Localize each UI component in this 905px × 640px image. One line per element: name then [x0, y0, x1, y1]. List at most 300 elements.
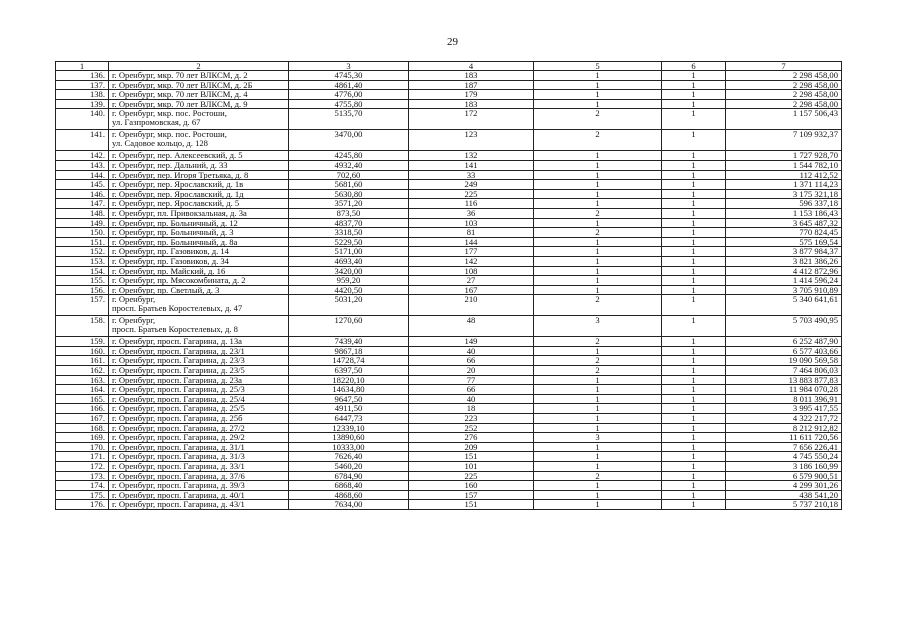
row-number: 173. [56, 471, 109, 481]
count-cell: 3 [534, 433, 662, 443]
row-number: 142. [56, 151, 109, 161]
row-number: 137. [56, 80, 109, 90]
count-cell: 1 [662, 90, 726, 100]
count-cell: 1 [534, 285, 662, 295]
row-number: 158. [56, 316, 109, 337]
count-cell: 1 [662, 442, 726, 452]
table-row [56, 285, 842, 295]
apartments-cell: 149 [409, 337, 534, 347]
count-cell: 1 [662, 218, 726, 228]
row-number: 152. [56, 247, 109, 257]
row-number: 155. [56, 276, 109, 286]
count-cell: 1 [534, 199, 662, 209]
row-number: 162. [56, 366, 109, 376]
address-cell [109, 109, 289, 130]
address-line: г. Оренбург, пр. Больничный, д. 12 [112, 218, 238, 228]
table-row [56, 151, 842, 161]
area-cell: 7439,40 [289, 337, 409, 347]
address-cell [109, 247, 289, 257]
table-row [56, 295, 842, 316]
address-line: г. Оренбург, просп. Гагарина, д. 31/1 [112, 442, 245, 452]
address-cell [109, 170, 289, 180]
count-cell: 1 [662, 109, 726, 130]
apartments-cell: 160 [409, 481, 534, 491]
address-cell [109, 356, 289, 366]
count-cell: 1 [534, 247, 662, 257]
apartments-cell: 116 [409, 199, 534, 209]
table-row [56, 394, 842, 404]
count-cell: 1 [662, 394, 726, 404]
table-row [56, 218, 842, 228]
table-row [56, 266, 842, 276]
count-cell: 1 [534, 237, 662, 247]
count-cell: 1 [662, 170, 726, 180]
count-cell: 1 [534, 256, 662, 266]
address-cell [109, 394, 289, 404]
row-number: 140. [56, 109, 109, 130]
row-number: 172. [56, 462, 109, 472]
area-cell: 4693,40 [289, 256, 409, 266]
cost-cell: 3 645 487,32 [726, 218, 842, 228]
row-number: 176. [56, 500, 109, 510]
cost-cell: 1 157 506,43 [726, 109, 842, 130]
address-line: просп. Братьев Коростелевых, д. 8 [112, 323, 238, 334]
address-cell [109, 337, 289, 347]
count-cell: 1 [662, 256, 726, 266]
address-cell [109, 462, 289, 472]
table-row [56, 366, 842, 376]
table-row [56, 189, 842, 199]
table-row [56, 414, 842, 424]
area-cell: 5171,00 [289, 247, 409, 257]
cost-cell: 11 984 070,28 [726, 385, 842, 395]
table-row [56, 442, 842, 452]
row-number: 143. [56, 160, 109, 170]
address-cell [109, 295, 289, 316]
count-cell: 2 [534, 356, 662, 366]
area-cell: 4861,40 [289, 80, 409, 90]
cost-cell: 6 252 487,90 [726, 337, 842, 347]
address-line: г. Оренбург, просп. Гагарина, д. 23/1 [112, 346, 245, 356]
count-cell: 1 [534, 375, 662, 385]
cost-cell: 13 883 877,83 [726, 375, 842, 385]
column-header: 6 [662, 62, 726, 71]
count-cell: 1 [534, 218, 662, 228]
cost-cell: 4 322 217,72 [726, 414, 842, 424]
apartments-cell: 225 [409, 471, 534, 481]
table-row [56, 375, 842, 385]
area-cell: 6868,40 [289, 481, 409, 491]
row-number: 144. [56, 170, 109, 180]
address-cell [109, 471, 289, 481]
registry-table [55, 61, 842, 510]
cost-cell: 1 414 596,24 [726, 276, 842, 286]
address-line: г. Оренбург, просп. Гагарина, д. 25/3 [112, 384, 245, 395]
apartments-cell: 210 [409, 295, 534, 316]
table-row [56, 490, 842, 500]
row-number: 169. [56, 433, 109, 443]
area-cell: 9867,18 [289, 346, 409, 356]
count-cell: 1 [662, 385, 726, 395]
apartments-cell: 209 [409, 442, 534, 452]
area-cell: 10333,00 [289, 442, 409, 452]
area-cell: 7634,00 [289, 500, 409, 510]
apartments-cell: 66 [409, 385, 534, 395]
row-number: 139. [56, 99, 109, 109]
cost-cell: 4 412 872,96 [726, 266, 842, 276]
count-cell: 1 [662, 130, 726, 151]
area-cell: 5630,80 [289, 189, 409, 199]
table-row [56, 228, 842, 238]
address-line: г. Оренбург, просп. Гагарина, д. 29/2 [112, 432, 245, 443]
area-cell: 14634,80 [289, 385, 409, 395]
table-row [56, 170, 842, 180]
address-cell [109, 160, 289, 170]
apartments-cell: 101 [409, 462, 534, 472]
count-cell: 1 [662, 180, 726, 190]
count-cell: 1 [662, 151, 726, 161]
address-cell [109, 442, 289, 452]
cost-cell: 2 298 458,00 [726, 99, 842, 109]
apartments-cell: 179 [409, 90, 534, 100]
apartments-cell: 66 [409, 356, 534, 366]
row-number: 154. [56, 266, 109, 276]
table-header [56, 62, 842, 71]
count-cell: 2 [534, 208, 662, 218]
count-cell: 1 [662, 160, 726, 170]
count-cell: 1 [662, 276, 726, 286]
count-cell: 2 [534, 337, 662, 347]
address-cell [109, 189, 289, 199]
cost-cell: 19 090 569,58 [726, 356, 842, 366]
area-cell: 959,20 [289, 276, 409, 286]
address-line: г. Оренбург, пер. Ярославский, д. 1в [112, 179, 244, 190]
table-row [56, 199, 842, 209]
area-cell: 12339,10 [289, 423, 409, 433]
address-cell [109, 218, 289, 228]
row-number: 157. [56, 295, 109, 316]
cost-cell: 4 299 301,26 [726, 481, 842, 491]
row-number: 136. [56, 71, 109, 81]
row-number: 170. [56, 442, 109, 452]
count-cell: 1 [534, 404, 662, 414]
address-cell [109, 237, 289, 247]
count-cell: 1 [534, 266, 662, 276]
count-cell: 1 [662, 375, 726, 385]
cost-cell: 3 705 910,89 [726, 285, 842, 295]
address-cell [109, 433, 289, 443]
table-row [56, 471, 842, 481]
apartments-cell: 142 [409, 256, 534, 266]
apartments-cell: 249 [409, 180, 534, 190]
table-row [56, 346, 842, 356]
address-cell [109, 385, 289, 395]
area-cell: 5031,20 [289, 295, 409, 316]
apartments-cell: 18 [409, 404, 534, 414]
area-cell: 4745,30 [289, 71, 409, 81]
address-line: г. Оренбург, пр. Газовиков, д. 34 [112, 256, 229, 266]
address-line: г. Оренбург, просп. Гагарина, д. 40/1 [112, 490, 245, 500]
count-cell: 1 [662, 404, 726, 414]
address-cell [109, 404, 289, 414]
count-cell: 1 [534, 189, 662, 199]
table-row [56, 356, 842, 366]
count-cell: 1 [662, 366, 726, 376]
count-cell: 1 [662, 337, 726, 347]
address-line: г. Оренбург, пер. Ярославский, д. 1д [112, 189, 244, 199]
table-row [56, 316, 842, 337]
count-cell: 1 [534, 90, 662, 100]
area-cell: 3318,50 [289, 228, 409, 238]
apartments-cell: 48 [409, 316, 534, 337]
count-cell: 1 [662, 490, 726, 500]
count-cell: 1 [662, 266, 726, 276]
cost-cell: 7 656 226,41 [726, 442, 842, 452]
row-number: 171. [56, 452, 109, 462]
count-cell: 1 [662, 285, 726, 295]
count-cell: 1 [662, 237, 726, 247]
area-cell: 5229,50 [289, 237, 409, 247]
cost-cell: 8 212 912,82 [726, 423, 842, 433]
address-cell [109, 414, 289, 424]
cost-cell: 438 541,20 [726, 490, 842, 500]
apartments-cell: 172 [409, 109, 534, 130]
count-cell: 1 [662, 247, 726, 257]
address-cell [109, 490, 289, 500]
count-cell: 1 [534, 500, 662, 510]
table-body [56, 71, 842, 510]
count-cell: 1 [534, 490, 662, 500]
count-cell: 1 [662, 423, 726, 433]
count-cell: 1 [534, 423, 662, 433]
row-number: 148. [56, 208, 109, 218]
apartments-cell: 177 [409, 247, 534, 257]
row-number: 147. [56, 199, 109, 209]
apartments-cell: 252 [409, 423, 534, 433]
column-header: 1 [56, 62, 109, 71]
address-line: г. Оренбург, пер. Ярославский, д. 5 [112, 198, 240, 209]
count-cell: 1 [534, 385, 662, 395]
area-cell: 4911,50 [289, 404, 409, 414]
address-cell [109, 452, 289, 462]
address-line: г. Оренбург, [112, 315, 156, 326]
count-cell: 1 [534, 99, 662, 109]
address-line: г. Оренбург, пер. Алексеевский, д. 5 [112, 150, 243, 161]
area-cell: 5135,70 [289, 109, 409, 130]
address-line: г. Оренбург, мкр. 70 лет ВЛКСМ, д. 2 [112, 70, 248, 80]
row-number: 166. [56, 404, 109, 414]
apartments-cell: 77 [409, 375, 534, 385]
apartments-cell: 276 [409, 433, 534, 443]
address-line: г. Оренбург, пр. Больничный, д. 3 [112, 227, 234, 238]
count-cell: 1 [534, 180, 662, 190]
table-row [56, 80, 842, 90]
apartments-cell: 108 [409, 266, 534, 276]
cost-cell: 6 577 403,66 [726, 346, 842, 356]
address-line: г. Оренбург, просп. Гагарина, д. 39/3 [112, 480, 245, 491]
count-cell: 1 [534, 452, 662, 462]
address-line: ул. Газпромовская, д. 67 [112, 116, 201, 127]
table-row [56, 180, 842, 190]
cost-cell: 5 703 490,95 [726, 316, 842, 337]
row-number: 153. [56, 256, 109, 266]
address-line: г. Оренбург, мкр. пос. Ростоши, [112, 129, 227, 140]
table-row [56, 404, 842, 414]
count-cell: 1 [534, 276, 662, 286]
address-cell [109, 500, 289, 510]
address-cell [109, 375, 289, 385]
count-cell: 1 [662, 356, 726, 366]
page-number: 29 [447, 36, 458, 48]
cost-cell: 3 821 386,26 [726, 256, 842, 266]
count-cell: 1 [662, 208, 726, 218]
table-row [56, 90, 842, 100]
cost-cell: 3 877 984,37 [726, 247, 842, 257]
address-cell [109, 199, 289, 209]
address-cell [109, 346, 289, 356]
count-cell: 1 [534, 170, 662, 180]
cost-cell: 5 737 210,18 [726, 500, 842, 510]
count-cell: 1 [662, 433, 726, 443]
row-number: 165. [56, 394, 109, 404]
count-cell: 1 [662, 99, 726, 109]
cost-cell: 3 175 321,18 [726, 189, 842, 199]
address-cell [109, 423, 289, 433]
apartments-cell: 132 [409, 151, 534, 161]
address-line: просп. Братьев Коростелевых, д. 47 [112, 302, 243, 313]
column-header: 4 [409, 62, 534, 71]
count-cell: 2 [534, 109, 662, 130]
address-line: г. Оренбург, пер. Дальний, д. 33 [112, 160, 228, 170]
address-cell [109, 256, 289, 266]
address-cell [109, 481, 289, 491]
address-cell [109, 151, 289, 161]
address-cell [109, 90, 289, 100]
address-line: г. Оренбург, просп. Гагарина, д. 33/1 [112, 461, 245, 471]
area-cell: 6447,73 [289, 414, 409, 424]
address-cell [109, 208, 289, 218]
address-line: г. Оренбург, мкр. 70 лет ВЛКСМ, д. 4 [112, 89, 248, 100]
address-line: г. Оренбург, мкр. 70 лет ВЛКСМ, д. 2Б [112, 80, 253, 90]
row-number: 146. [56, 189, 109, 199]
row-number: 175. [56, 490, 109, 500]
address-line: ул. Садовое кольцо, д. 128 [112, 137, 208, 148]
address-line: г. Оренбург, просп. Гагарина, д. 25б [112, 413, 243, 424]
area-cell: 4932,40 [289, 160, 409, 170]
area-cell: 4776,00 [289, 90, 409, 100]
address-line: г. Оренбург, просп. Гагарина, д. 31/3 [112, 451, 245, 462]
area-cell: 6784,90 [289, 471, 409, 481]
count-cell: 1 [662, 481, 726, 491]
cost-cell: 1 727 928,70 [726, 151, 842, 161]
cost-cell: 2 298 458,00 [726, 90, 842, 100]
row-number: 141. [56, 130, 109, 151]
area-cell: 4245,80 [289, 151, 409, 161]
count-cell: 1 [534, 160, 662, 170]
count-cell: 1 [662, 228, 726, 238]
count-cell: 1 [534, 442, 662, 452]
area-cell: 6397,50 [289, 366, 409, 376]
count-cell: 2 [534, 366, 662, 376]
area-cell: 702,60 [289, 170, 409, 180]
area-cell: 13890,60 [289, 433, 409, 443]
address-line: г. Оренбург, пр. Мясокомбината, д. 2 [112, 275, 246, 286]
area-cell: 7626,40 [289, 452, 409, 462]
apartments-cell: 27 [409, 276, 534, 286]
count-cell: 1 [534, 80, 662, 90]
table-row [56, 256, 842, 266]
address-cell [109, 130, 289, 151]
address-line: г. Оренбург, просп. Гагарина, д. 43/1 [112, 499, 245, 510]
address-line: г. Оренбург, просп. Гагарина, д. 37/6 [112, 471, 245, 481]
count-cell: 1 [534, 346, 662, 356]
apartments-cell: 223 [409, 414, 534, 424]
address-cell [109, 80, 289, 90]
row-number: 138. [56, 90, 109, 100]
cost-cell: 7 109 932,37 [726, 130, 842, 151]
count-cell: 1 [662, 295, 726, 316]
cost-cell: 8 011 396,91 [726, 394, 842, 404]
apartments-cell: 151 [409, 500, 534, 510]
row-number: 164. [56, 385, 109, 395]
cost-cell: 7 464 806,03 [726, 366, 842, 376]
table-row [56, 130, 842, 151]
address-line: г. Оренбург, просп. Гагарина, д. 23/3 [112, 355, 245, 366]
row-number: 149. [56, 218, 109, 228]
area-cell: 3571,20 [289, 199, 409, 209]
count-cell: 1 [534, 71, 662, 81]
cost-cell: 1 371 114,23 [726, 180, 842, 190]
area-cell: 1270,60 [289, 316, 409, 337]
cost-cell: 1 153 186,43 [726, 208, 842, 218]
row-number: 145. [56, 180, 109, 190]
apartments-cell: 144 [409, 237, 534, 247]
area-cell: 3470,00 [289, 130, 409, 151]
address-line: г. Оренбург, просп. Гагарина, д. 23/5 [112, 365, 245, 376]
count-cell: 1 [534, 481, 662, 491]
cost-cell: 770 824,45 [726, 228, 842, 238]
table-row [56, 276, 842, 286]
apartments-cell: 187 [409, 80, 534, 90]
count-cell: 1 [662, 500, 726, 510]
table-row [56, 71, 842, 81]
count-cell: 2 [534, 130, 662, 151]
address-line: г. Оренбург, просп. Гагарина, д. 25/5 [112, 403, 245, 414]
address-cell [109, 228, 289, 238]
area-cell: 873,50 [289, 208, 409, 218]
address-line: г. Оренбург, просп. Гагарина, д. 13а [112, 336, 242, 347]
cost-cell: 2 298 458,00 [726, 80, 842, 90]
apartments-cell: 20 [409, 366, 534, 376]
cost-cell: 3 995 417,55 [726, 404, 842, 414]
row-number: 160. [56, 346, 109, 356]
column-header: 2 [109, 62, 289, 71]
row-number: 163. [56, 375, 109, 385]
address-line: г. Оренбург, пл. Привокзальная, д. 3а [112, 208, 247, 218]
row-number: 161. [56, 356, 109, 366]
column-header: 7 [726, 62, 842, 71]
area-cell: 14728,74 [289, 356, 409, 366]
area-cell: 5460,20 [289, 462, 409, 472]
column-header: 3 [289, 62, 409, 71]
address-line: г. Оренбург, мкр. 70 лет ВЛКСМ, д. 9 [112, 99, 248, 109]
address-line: г. Оренбург, мкр. пос. Ростоши, [112, 108, 227, 119]
cost-cell: 6 579 900,51 [726, 471, 842, 481]
apartments-cell: 167 [409, 285, 534, 295]
table-row [56, 208, 842, 218]
apartments-cell: 157 [409, 490, 534, 500]
table-row [56, 462, 842, 472]
